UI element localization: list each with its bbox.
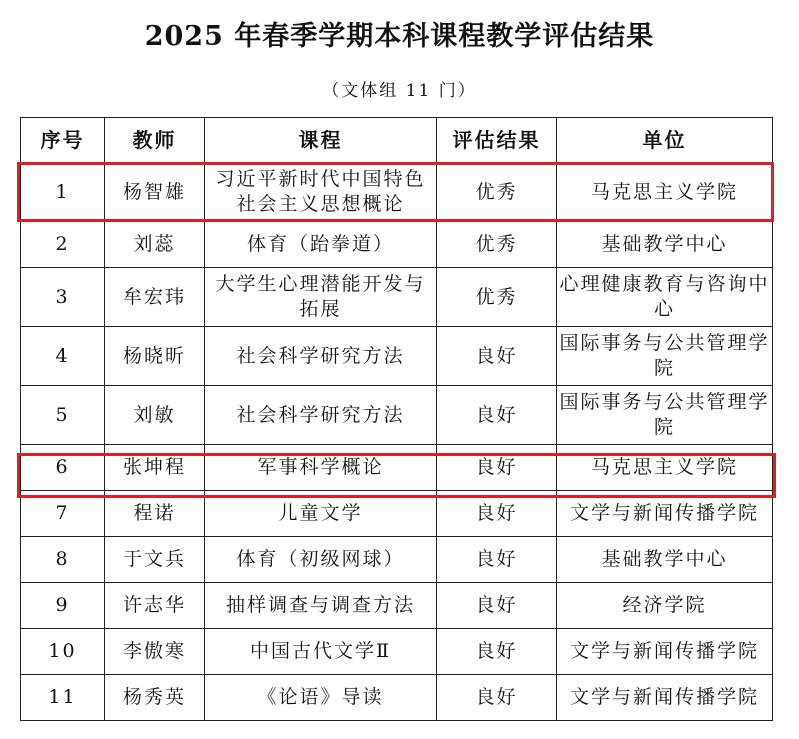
page-title: 2025 年春季学期本科课程教学评估结果	[144, 21, 655, 52]
row-teacher: 杨晓昕	[105, 327, 205, 386]
row-unit: 文学与新闻传播学院	[557, 675, 773, 721]
header-no: 序号	[21, 118, 105, 163]
table-row	[21, 629, 773, 675]
row-unit: 文学与新闻传播学院	[557, 491, 773, 537]
row-no: 7	[21, 491, 105, 537]
row-no: 4	[21, 327, 105, 386]
row-course: 体育（跆拳道）	[205, 222, 437, 268]
table-row	[21, 537, 773, 583]
table-row	[21, 386, 773, 445]
row-result: 良好	[437, 327, 557, 386]
row-course: 体育（初级网球）	[205, 537, 437, 583]
table-row	[21, 675, 773, 721]
row-course: 儿童文学	[205, 491, 437, 537]
row-no: 10	[21, 629, 105, 675]
row-result: 良好	[437, 629, 557, 675]
table-row	[21, 327, 773, 386]
row-course: 社会科学研究方法	[205, 386, 437, 445]
row-result: 优秀	[437, 163, 557, 222]
row-unit: 经济学院	[557, 583, 773, 629]
row-result: 良好	[437, 583, 557, 629]
row-no: 5	[21, 386, 105, 445]
table-row	[21, 491, 773, 537]
row-teacher: 刘敏	[105, 386, 205, 445]
table-row	[21, 163, 773, 222]
row-teacher: 牟宏玮	[105, 268, 205, 327]
row-teacher: 许志华	[105, 583, 205, 629]
row-unit: 基础教学中心	[557, 222, 773, 268]
table-header-row	[21, 118, 773, 163]
row-result: 优秀	[437, 268, 557, 327]
row-teacher: 李傲寒	[105, 629, 205, 675]
row-no: 11	[21, 675, 105, 721]
row-unit: 心理健康教育与咨询中心	[557, 268, 773, 327]
table-row	[21, 268, 773, 327]
row-result: 良好	[437, 445, 557, 491]
row-result: 优秀	[437, 222, 557, 268]
row-result: 良好	[437, 675, 557, 721]
row-result: 良好	[437, 386, 557, 445]
row-teacher: 杨智雄	[105, 163, 205, 222]
row-course: 军事科学概论	[205, 445, 437, 491]
header-teacher: 教师	[105, 118, 205, 163]
row-no: 6	[21, 445, 105, 491]
row-teacher: 于文兵	[105, 537, 205, 583]
row-unit: 马克思主义学院	[557, 163, 773, 222]
row-course: 社会科学研究方法	[205, 327, 437, 386]
row-no: 3	[21, 268, 105, 327]
table-row	[21, 222, 773, 268]
row-unit: 文学与新闻传播学院	[557, 629, 773, 675]
row-no: 2	[21, 222, 105, 268]
row-no: 9	[21, 583, 105, 629]
row-result: 良好	[437, 491, 557, 537]
row-course: 中国古代文学Ⅱ	[205, 629, 437, 675]
row-course: 大学生心理潜能开发与拓展	[205, 268, 437, 327]
table-row	[21, 445, 773, 491]
header-unit: 单位	[557, 118, 773, 163]
row-teacher: 张坤程	[105, 445, 205, 491]
header-course: 课程	[205, 118, 437, 163]
row-course: 《论语》导读	[205, 675, 437, 721]
row-unit: 国际事务与公共管理学院	[557, 386, 773, 445]
row-teacher: 程诺	[105, 491, 205, 537]
page-subtitle: （文体组 11 门）	[322, 81, 477, 101]
row-unit: 马克思主义学院	[557, 445, 773, 491]
row-course: 抽样调查与调查方法	[205, 583, 437, 629]
results-table	[20, 117, 773, 721]
row-result: 良好	[437, 537, 557, 583]
table-row	[21, 583, 773, 629]
row-course: 习近平新时代中国特色社会主义思想概论	[205, 163, 437, 222]
row-unit: 基础教学中心	[557, 537, 773, 583]
row-teacher: 刘蕊	[105, 222, 205, 268]
row-unit: 国际事务与公共管理学院	[557, 327, 773, 386]
header-result: 评估结果	[437, 118, 557, 163]
row-teacher: 杨秀英	[105, 675, 205, 721]
row-no: 1	[21, 163, 105, 222]
row-no: 8	[21, 537, 105, 583]
